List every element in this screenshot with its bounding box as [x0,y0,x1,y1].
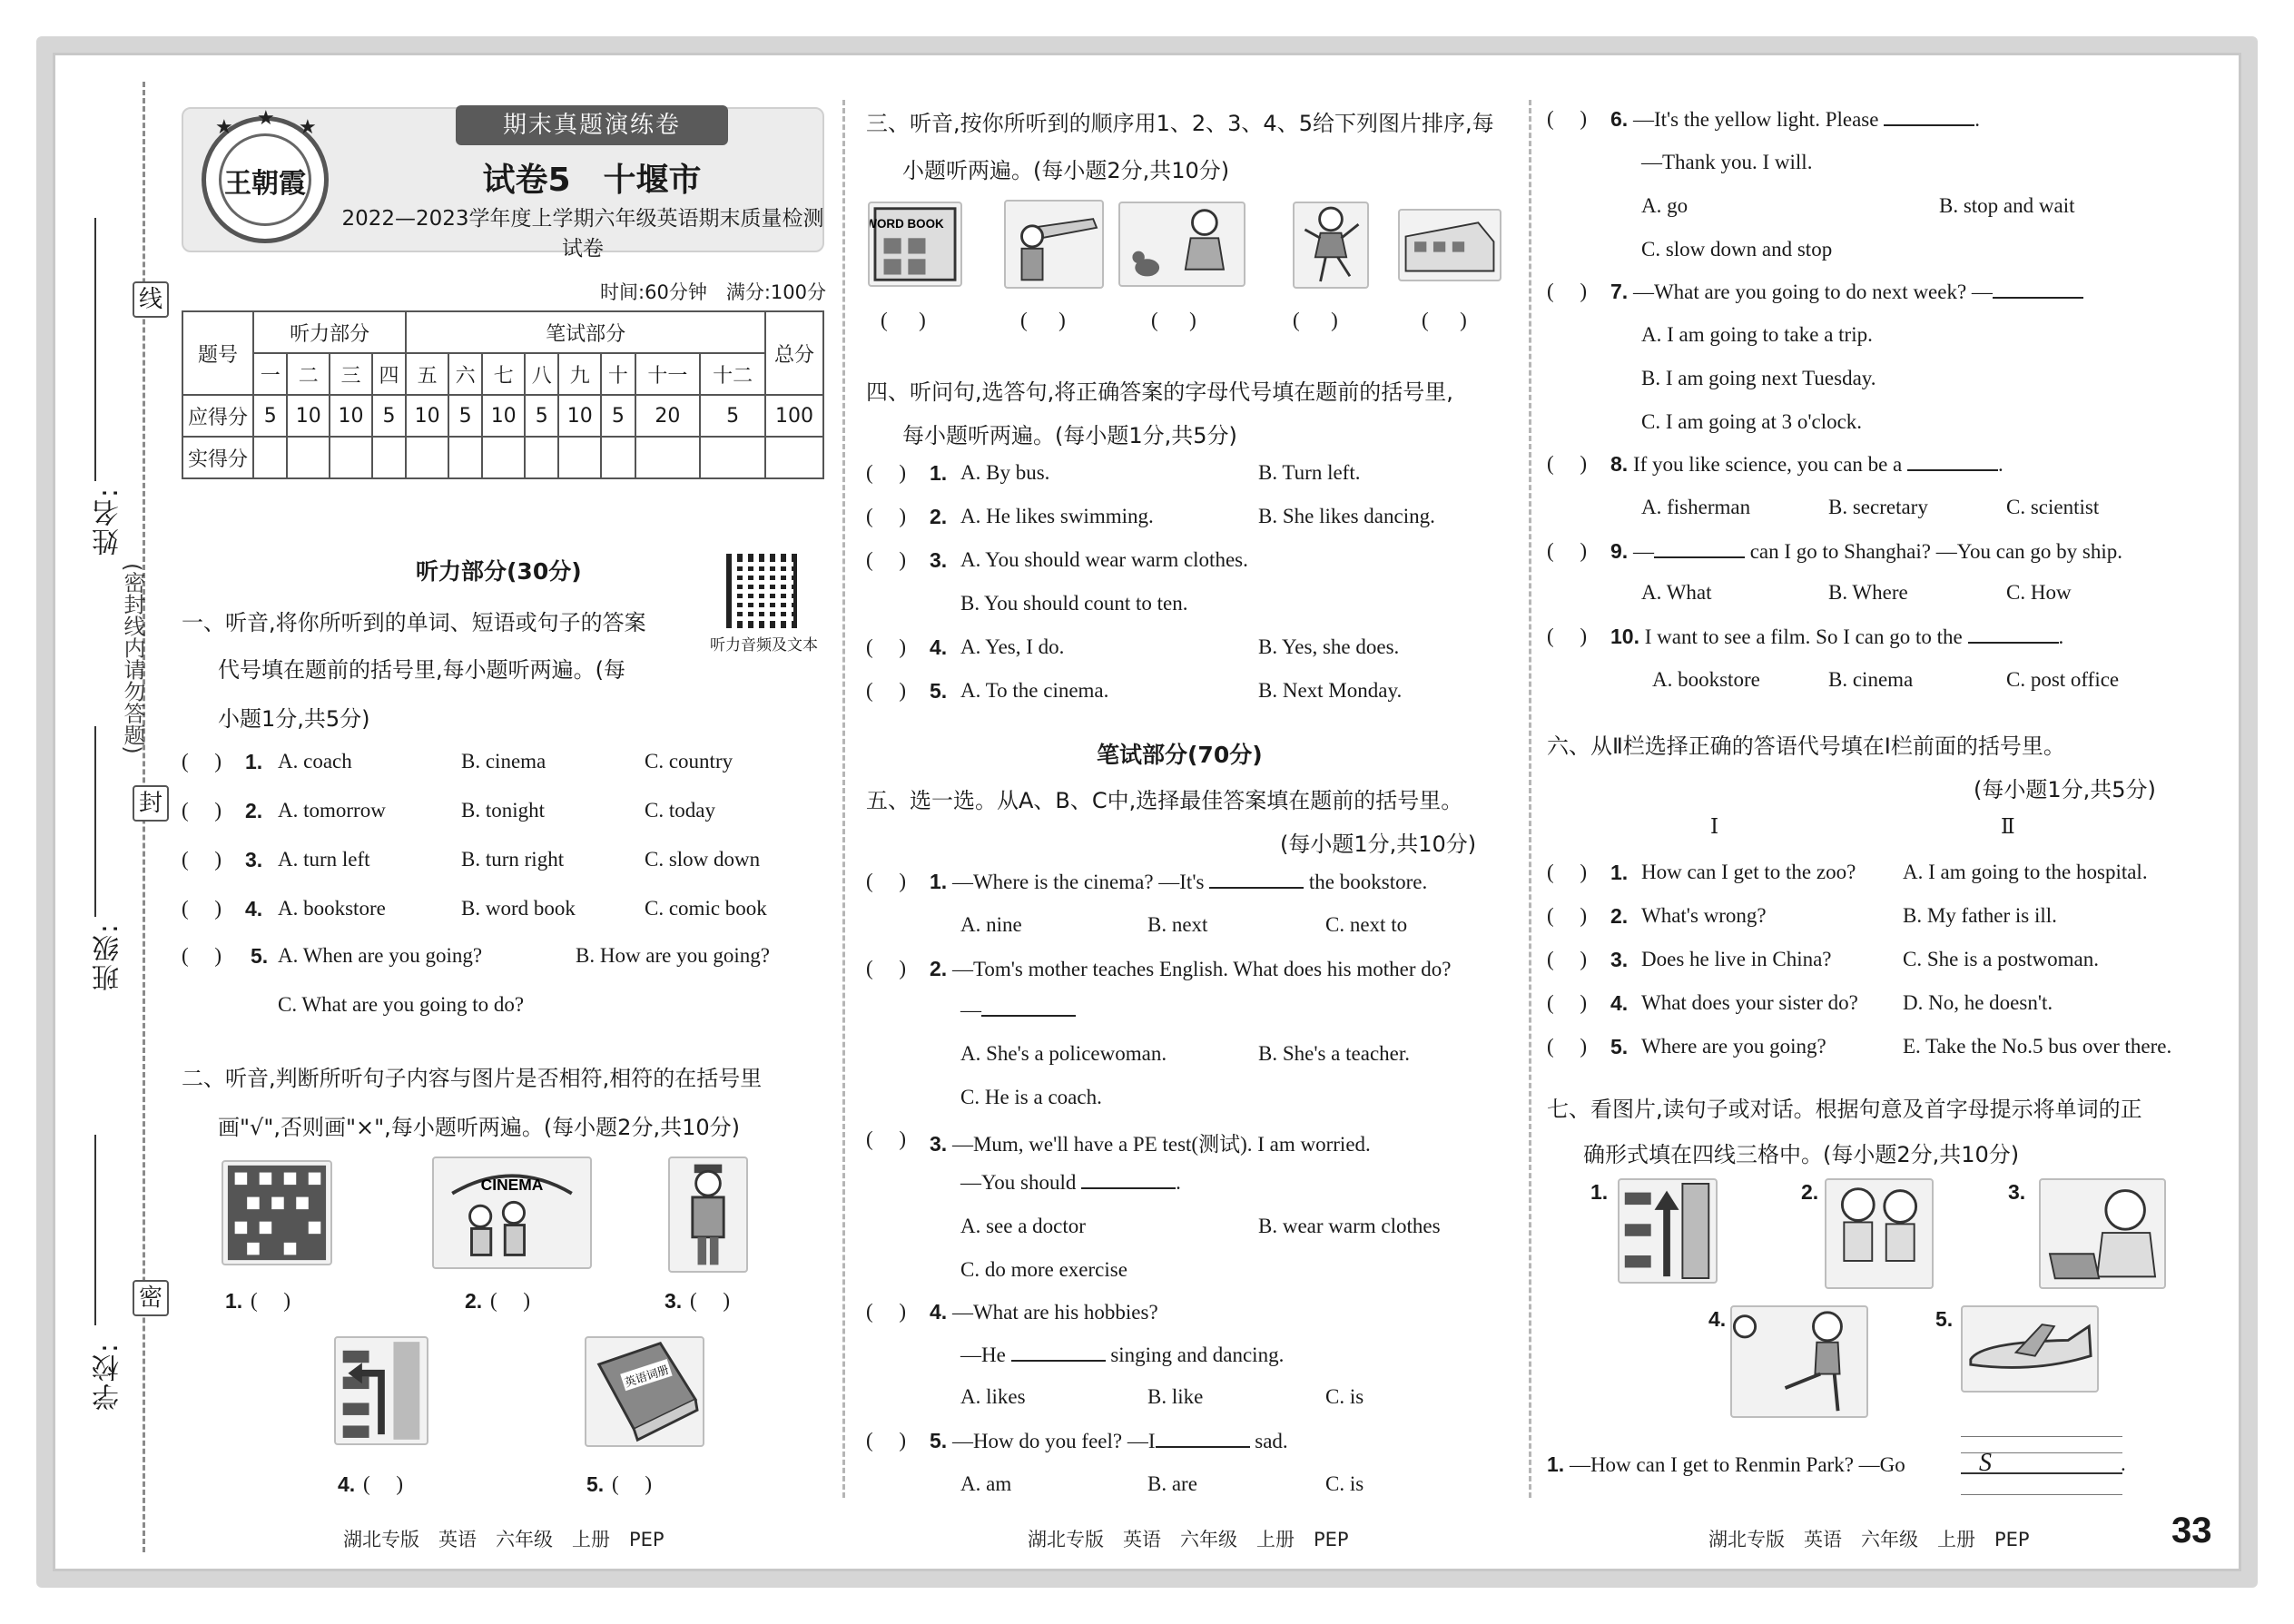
section-4-heading: 每小题听两遍。(每小题1分,共5分) [902,423,1237,448]
answer-paren[interactable]: ( ) [1547,625,1588,647]
score-table-points-cell: 5 [700,395,765,437]
name-field[interactable] [94,218,96,481]
option-c: C. do more exercise [960,1258,1127,1281]
score-table-actual-cell[interactable] [635,437,701,478]
binding-note: (密封线内请勿答题) [120,563,145,754]
class-field[interactable] [94,726,96,917]
option-c: C. is [1325,1472,1364,1495]
picture-label: 5. [1935,1307,1954,1331]
page-number: 33 [2171,1511,2212,1550]
footer-text: 湖北专版 英语 六年级 上册 PEP [1028,1529,1349,1550]
four-line-grid[interactable] [1961,1436,2122,1437]
column-i-item: Does he live in China? [1641,948,1832,970]
score-table-number: 九 [558,353,601,395]
picture-label: 1. [1590,1180,1609,1204]
answer-paren[interactable]: ( ) [182,750,222,773]
fill-blank[interactable] [1993,281,2083,299]
score-table-actual [182,437,823,478]
answer-paren[interactable]: ( ) [1547,948,1588,970]
two-boys-picture [1825,1178,1934,1289]
picture-label: 4. [1708,1307,1727,1331]
star-icon: ★ [257,106,275,129]
fill-blank[interactable] [1081,1171,1176,1189]
option-c: C. What are you going to do? [278,993,525,1016]
question-number: 3. [1610,948,1629,971]
question-number: 2. [930,505,948,528]
book-label: 英语词册 [623,1362,671,1390]
option-b: B. word book [461,897,576,920]
answer-paren[interactable]: ( ) [866,957,907,979]
option-a: A. go [1641,194,1689,217]
score-table-actual-cell[interactable] [765,437,823,478]
girl-cat-picture [1118,202,1245,287]
score-table-number: 八 [525,353,558,395]
option-b: B. tonight [461,799,546,822]
answer-paren[interactable]: ( ) [881,309,926,331]
score-table-number: 二 [287,353,330,395]
turn-left-sign-picture [334,1336,428,1445]
turn-left-icon [336,1338,427,1443]
score-table-points-cell: 10 [406,395,448,437]
score-table [182,310,824,479]
footer-text: 湖北专版 英语 六年级 上册 PEP [1708,1529,2030,1550]
option-a: A. nine [960,913,1022,936]
question-8: 8. If you like science, you can be a . [1610,452,2004,476]
option-a: A. She's a policewoman. [960,1042,1167,1065]
four-line-grid [1961,1494,2122,1495]
answer-paren[interactable]: ( ) [363,1472,404,1495]
name-label: 姓名: [93,487,124,556]
star-icon: ★ [299,115,317,138]
score-table-number: 十 [601,353,635,395]
question-5: 5. —How do you feel? —I sad. [930,1429,1288,1452]
score-table-actual-cell[interactable] [482,437,525,478]
option-a: A. tomorrow [278,799,386,822]
fill-blank[interactable] [1907,453,1998,471]
go-straight-sign-picture [1618,1178,1718,1284]
column-i-item: What's wrong? [1641,904,1767,927]
score-table-points-cell: 100 [765,395,823,437]
option-b: B. Turn left. [1258,461,1361,484]
question-number: 4. [245,897,263,920]
option-b: B. You should count to ten. [960,592,1188,615]
option-a: A. When are you going? [278,944,483,967]
soccer-icon [1732,1307,1866,1416]
option-a: A. Yes, I do. [960,635,1065,658]
picture-label: 1. [225,1289,243,1313]
column-i-header: Ⅰ [1710,815,1719,838]
answer-paren[interactable]: ( ) [612,1472,653,1495]
section-1-heading: 一、听音,将你所听到的单词、短语或句子的答案 [182,610,646,635]
column-separator [1529,100,1531,1498]
option-b: B. wear warm clothes [1258,1215,1441,1237]
option-c: C. next to [1325,913,1408,936]
postman-picture [668,1156,748,1273]
question-number: 3. [245,848,263,871]
column-i-item: What does your sister do? [1641,991,1858,1014]
section-2-heading: 画"√",否则画"×",每小题听两遍。(每小题2分,共10分) [218,1115,740,1140]
answer-paren[interactable]: ( ) [690,1289,731,1312]
dancer-icon [1295,203,1367,287]
answer-paren[interactable]: ( ) [1547,991,1588,1014]
question-10: 10. I want to see a film. So I can go to the . [1610,625,2064,648]
answer-paren[interactable]: ( ) [182,799,222,822]
fill-blank[interactable] [1156,1430,1250,1448]
qr-code-pattern [733,561,793,621]
score-table-actual-cell[interactable] [700,437,765,478]
picture-label: 5. [586,1472,605,1496]
section-7-heading: 七、看图片,读句子或对话。根据句意及首字母提示将单词的正 [1547,1097,2142,1122]
question-number: 5. [1610,1035,1629,1058]
word-book-picture [585,1336,704,1447]
answer-paren[interactable]: ( ) [182,944,222,967]
option-a: A. fisherman [1641,496,1751,518]
boys-icon [1826,1180,1932,1287]
option-c: C. country [645,750,733,773]
question-number: 5. [930,679,948,703]
score-table-number: 一 [253,353,287,395]
question-7: 7. —What are you going to do next week? — [1610,280,2083,304]
option-b: B. I am going next Tuesday. [1641,367,1876,389]
score-table-points-cell: 5 [448,395,482,437]
fill-blank[interactable] [1011,1343,1106,1362]
cinema-picture [432,1156,592,1269]
question-9: 9. — can I go to Shanghai? —You can go by ship. [1610,539,2123,563]
score-table-actual-cell[interactable] [330,437,372,478]
score-table-actual-cell[interactable] [448,437,482,478]
column-i-item: How can I get to the zoo? [1641,861,1856,883]
section-5-points: (每小题1分,共10分) [1280,832,1477,857]
answer-paren[interactable]: ( ) [182,848,222,871]
plane-icon [1006,202,1102,287]
airplane-picture [1961,1305,2099,1393]
column-ii-item: C. She is a postwoman. [1903,948,2099,970]
score-table-actual-cell[interactable] [287,437,330,478]
question-number: 4. [1610,991,1629,1015]
airplane-icon [1963,1307,2097,1391]
question-4-answer-line: —He singing and dancing. [960,1343,1285,1366]
column-ii-item: B. My father is ill. [1903,904,2057,927]
book-icon [870,203,960,285]
question-number: 1. [1610,861,1629,884]
score-table-points-cell: 10 [482,395,525,437]
word-book-cover-picture [868,202,962,287]
score-table-points-cell: 20 [635,395,701,437]
binding-mark-secret: 密 [133,1280,169,1316]
score-table-actual-cell[interactable] [558,437,601,478]
option-a: A. I am going to take a trip. [1641,323,1873,346]
option-c: C. post office [2006,668,2120,691]
option-c: C. I am going at 3 o'clock. [1641,410,1863,433]
column-ii-item: D. No, he doesn't. [1903,991,2053,1014]
score-table-points-cell: 10 [330,395,372,437]
option-c: C. How [2006,581,2072,604]
man-computer-picture [2039,1178,2166,1289]
paper-title: 试卷5 十堰市 [482,162,702,199]
crossword-picture [222,1160,332,1265]
answer-paren[interactable]: ( ) [1547,107,1588,130]
section-6-heading: 六、从Ⅱ栏选择正确的答语代号填在Ⅰ栏前面的括号里。 [1547,733,2065,759]
score-table-header: 题号 [182,311,253,395]
question-number: 2. [245,799,263,822]
answer-paren[interactable]: ( ) [866,1127,907,1150]
section-3-heading: 三、听音,按你所听到的顺序用1、2、3、4、5给下列图片排序,每 [866,111,1494,136]
class-label: 班级: [93,922,124,992]
question-6-reply: —Thank you. I will. [1641,151,1813,173]
girl-icon [1120,203,1244,285]
option-b: B. turn right [461,848,565,871]
pilot-plane-picture [1004,200,1104,289]
binding-mark-line: 线 [133,281,169,318]
section-7-heading: 确形式填在四线三格中。(每小题2分,共10分) [1583,1142,2020,1167]
score-table-numbers [182,353,823,395]
answer-paren[interactable]: ( ) [1151,309,1196,331]
option-b: B. are [1147,1472,1197,1495]
answer-paren[interactable]: ( ) [866,635,907,658]
answer-paren[interactable]: ( ) [866,1300,907,1323]
score-table-points-cell: 5 [601,395,635,437]
picture-label: 2. [465,1289,483,1313]
fill-blank[interactable] [1884,108,1974,126]
time-and-score: 时间:60分钟 满分:100分 [600,281,826,303]
column-i-item: Where are you going? [1641,1035,1826,1058]
option-b: B. secretary [1828,496,1928,518]
option-a: A. bookstore [278,897,386,920]
fill-blank[interactable] [1968,625,2059,644]
option-a: A. By bus. [960,461,1050,484]
column-ii-item: E. Take the No.5 bus over there. [1903,1035,2172,1058]
score-table-points-label: 应得分 [182,395,253,437]
answer-paren[interactable]: ( ) [1293,309,1338,331]
paper-header [182,106,824,261]
score-table-points-cell: 10 [287,395,330,437]
picture-label: 3. [2008,1180,2026,1204]
score-table-number: 七 [482,353,525,395]
score-table-actual-cell[interactable] [406,437,448,478]
go-straight-icon [1620,1180,1716,1282]
score-table-points-cell: 5 [525,395,558,437]
section-3-heading: 小题听两遍。(每小题2分,共10分) [902,158,1230,183]
question-2-answer-line: — [960,999,1076,1022]
question-3: 3. —Mum, we'll have a PE test(测试). I am worried. [930,1132,1371,1156]
answer-paren[interactable]: ( ) [866,870,907,892]
dancing-girl-picture [1293,202,1369,289]
option-b: B. like [1147,1385,1204,1408]
answer-paren[interactable]: ( ) [866,461,907,484]
option-c: C. comic book [645,897,767,920]
score-table-number: 十二 [700,353,765,395]
school-field[interactable] [94,1135,96,1325]
option-a: A. coach [278,750,352,773]
school-label: 学校: [93,1342,124,1412]
publisher-logo [202,106,329,243]
option-a: A. He likes swimming. [960,505,1154,527]
book-icon [586,1338,703,1445]
question-2: 2. —Tom's mother teaches English. What does his mother do? [930,957,1452,980]
score-table-actual-label: 实得分 [182,437,253,478]
question-number: 1. [930,461,948,485]
score-table-writing: 笔试部分 [406,311,765,353]
option-c: C. slow down [645,848,761,871]
section-4-heading: 四、听问句,选答句,将正确答案的字母代号填在题前的括号里, [866,379,1453,405]
score-table-points-cell: 5 [372,395,406,437]
answer-paren[interactable]: ( ) [1547,280,1588,302]
column-separator [842,100,845,1498]
option-b: B. She likes dancing. [1258,505,1435,527]
answer-paren[interactable]: ( ) [1547,452,1588,475]
option-b: B. cinema [1828,668,1914,691]
section-6-points: (每小题1分,共5分) [1974,777,2156,802]
question-3-answer-line: —You should . [960,1171,1181,1194]
logo-mark: 王朝霞 [224,168,306,200]
writing-title: 笔试部分(70分) [1097,742,1263,768]
train-picture [1398,209,1501,281]
option-b: B. Yes, she does. [1258,635,1400,658]
answer-paren[interactable]: ( ) [251,1289,291,1312]
paper-subtitle: 2022—2023学年度上学期六年级英语期末质量检测试卷 [341,207,824,261]
option-a: A. turn left [278,848,370,871]
option-b: B. Next Monday. [1258,679,1403,702]
score-table-actual-cell[interactable] [372,437,406,478]
train-icon [1400,211,1500,280]
binding-mark-seal: 封 [133,785,169,822]
initial-letter-hint: S [1979,1449,1992,1477]
star-icon: ★ [215,115,233,138]
question-6: 6. —It's the yellow light. Please . [1610,107,1980,131]
answer-paren[interactable]: ( ) [866,548,907,571]
option-a: A. am [960,1472,1012,1495]
option-c: C. scientist [2006,496,2100,518]
question-number: 3. [930,548,948,572]
answer-paren[interactable]: ( ) [866,679,907,702]
question-number: 1. [245,750,263,773]
option-b: B. cinema [461,750,546,773]
score-table-number: 三 [330,353,372,395]
answer-paren[interactable]: ( ) [866,1429,907,1452]
question-number: 2. [1610,904,1629,928]
score-table-actual-cell[interactable] [601,437,635,478]
option-c: C. slow down and stop [1641,238,1833,261]
fill-blank[interactable] [1654,540,1745,558]
option-a: A. see a doctor [960,1215,1086,1237]
score-table-points-cell: 10 [558,395,601,437]
option-a: A. To the cinema. [960,679,1109,702]
section-5-heading: 五、选一选。从A、B、C中,选择最佳答案填在题前的括号里。 [866,788,1463,813]
answer-paren[interactable]: ( ) [490,1289,531,1312]
question-number: 5. [251,944,269,968]
score-table-points [182,395,823,437]
option-b: B. She's a teacher. [1258,1042,1411,1065]
score-table-number: 十一 [635,353,701,395]
score-table-number: 五 [406,353,448,395]
option-a: A. What [1641,581,1712,604]
option-b: B. stop and wait [1939,194,2075,217]
column-ii-item: A. I am going to the hospital. [1903,861,2148,883]
word-book-label: WORD BOOK [870,216,944,231]
score-table-actual-cell[interactable] [253,437,287,478]
cinema-icon [434,1158,590,1267]
answer-paren[interactable]: ( ) [866,505,907,527]
answer-paren[interactable]: ( ) [1422,309,1467,331]
option-b: B. Where [1828,581,1908,604]
section-7-question-1: 1. —How can I get to Renmin Park? —Go [1547,1452,1905,1476]
column-ii-header: Ⅱ [2001,815,2015,838]
fill-blank[interactable] [981,999,1076,1017]
picture-label: 3. [665,1289,683,1313]
question-4: 4. —What are his hobbies? [930,1300,1158,1324]
score-table-total: 总分 [765,311,823,395]
question-1: 1. —Where is the cinema? —It's the bookstore. [930,870,1428,893]
question-number: 4. [930,635,948,659]
answer-paren[interactable]: ( ) [1020,309,1066,331]
section-2-heading: 二、听音,判断所听句子内容与图片是否相符,相符的在括号里 [182,1066,763,1091]
exam-type-badge: 期末真题演练卷 [456,105,728,145]
answer-paren[interactable]: ( ) [1547,539,1588,562]
computer-user-icon [2041,1180,2164,1287]
option-b: B. How are you going? [576,944,770,967]
option-b: B. next [1147,913,1208,936]
score-table-points-cell: 5 [253,395,287,437]
picture-label: 4. [338,1472,356,1496]
qr-caption: 听力音频及文本 [710,636,818,655]
crossword-icon [223,1162,330,1264]
option-c: C. is [1325,1385,1364,1408]
footer-text: 湖北专版 英语 六年级 上册 PEP [343,1529,665,1550]
answer-paren[interactable]: ( ) [182,897,222,920]
section-1-heading: 代号填在题前的括号里,每小题听两遍。(每 [218,657,625,683]
postman-icon [670,1158,746,1271]
score-table-number: 四 [372,353,406,395]
picture-label: 2. [1801,1180,1819,1204]
score-table-actual-cell[interactable] [525,437,558,478]
score-table-listening: 听力部分 [253,311,406,353]
answer-paren[interactable]: ( ) [1547,861,1588,883]
fill-blank[interactable] [1209,871,1304,889]
option-a: A. You should wear warm clothes. [960,548,1248,571]
answer-paren[interactable]: ( ) [1547,904,1588,927]
listening-title: 听力部分(30分) [416,558,582,585]
option-c: C. He is a coach. [960,1086,1102,1108]
option-a: A. likes [960,1385,1026,1408]
score-table-number: 六 [448,353,482,395]
answer-paren[interactable]: ( ) [1547,1035,1588,1058]
sentence-end: . [2121,1452,2126,1475]
football-boy-picture [1730,1305,1868,1418]
cinema-sign: CINEMA [480,1175,544,1194]
option-a: A. bookstore [1652,668,1760,691]
section-1-heading: 小题1分,共5分) [218,706,370,732]
option-c: C. today [645,799,715,822]
